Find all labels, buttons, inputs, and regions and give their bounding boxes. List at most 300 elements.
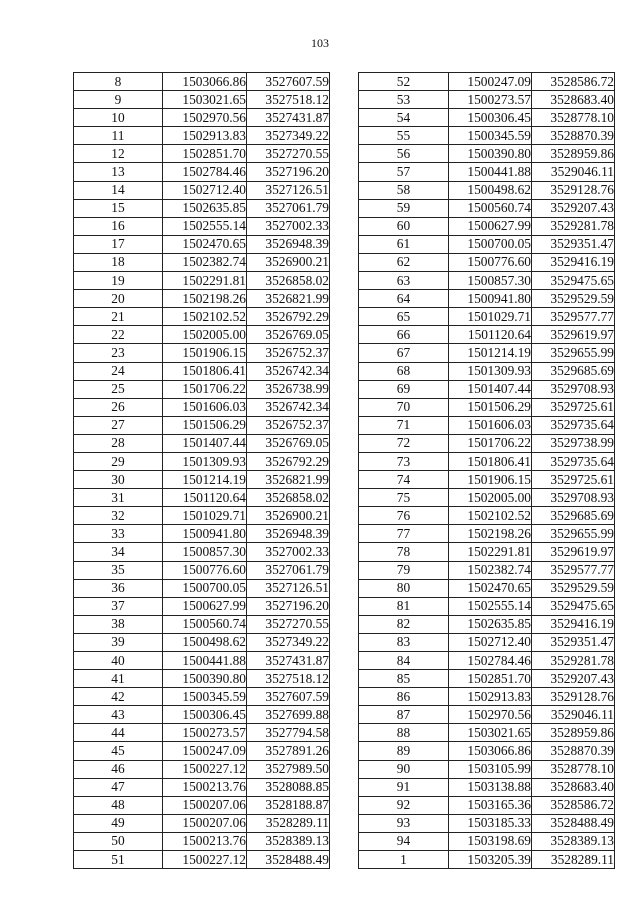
point-number-cell: 16: [74, 217, 163, 235]
x-coordinate-cell: 1502005.00: [163, 326, 247, 344]
point-number-cell: 81: [359, 597, 449, 615]
y-coordinate-cell: 3528289.11: [532, 851, 615, 869]
y-coordinate-cell: 3527126.51: [247, 579, 330, 597]
table-row: [359, 163, 615, 181]
table-row: [359, 272, 615, 290]
y-coordinate-cell: 3529207.43: [532, 670, 615, 688]
x-coordinate-cell: 1500857.30: [449, 272, 532, 290]
table-row: [359, 832, 615, 850]
coordinates-table-left: [73, 72, 330, 869]
x-coordinate-cell: 1501120.64: [449, 326, 532, 344]
point-number-cell: 40: [74, 652, 163, 670]
x-coordinate-cell: 1502198.26: [449, 525, 532, 543]
x-coordinate-cell: 1502555.14: [163, 217, 247, 235]
y-coordinate-cell: 3527126.51: [247, 181, 330, 199]
y-coordinate-cell: 3529351.47: [532, 235, 615, 253]
y-coordinate-cell: 3527349.22: [247, 633, 330, 651]
y-coordinate-cell: 3529529.59: [532, 579, 615, 597]
y-coordinate-cell: 3529281.78: [532, 652, 615, 670]
table-row: [359, 742, 615, 760]
table-row: [359, 633, 615, 651]
table-row: [74, 706, 330, 724]
x-coordinate-cell: 1502913.83: [449, 688, 532, 706]
coordinates-table-right: [358, 72, 615, 869]
x-coordinate-cell: 1500498.62: [449, 181, 532, 199]
y-coordinate-cell: 3529475.65: [532, 272, 615, 290]
point-number-cell: 36: [74, 579, 163, 597]
y-coordinate-cell: 3527002.33: [247, 543, 330, 561]
point-number-cell: 42: [74, 688, 163, 706]
y-coordinate-cell: 3526769.05: [247, 434, 330, 452]
x-coordinate-cell: 1502851.70: [449, 670, 532, 688]
x-coordinate-cell: 1501407.44: [163, 434, 247, 452]
table-row: [74, 633, 330, 651]
point-number-cell: 55: [359, 127, 449, 145]
point-number-cell: 30: [74, 471, 163, 489]
x-coordinate-cell: 1500213.76: [163, 778, 247, 796]
x-coordinate-cell: 1500247.09: [449, 73, 532, 91]
y-coordinate-cell: 3528389.13: [532, 832, 615, 850]
y-coordinate-cell: 3526948.39: [247, 235, 330, 253]
point-number-cell: 8: [74, 73, 163, 91]
point-number-cell: 37: [74, 597, 163, 615]
point-number-cell: 28: [74, 434, 163, 452]
table-row: [359, 760, 615, 778]
y-coordinate-cell: 3527794.58: [247, 724, 330, 742]
y-coordinate-cell: 3528289.11: [247, 814, 330, 832]
table-row: [74, 145, 330, 163]
point-number-cell: 57: [359, 163, 449, 181]
point-number-cell: 94: [359, 832, 449, 850]
y-coordinate-cell: 3527891.26: [247, 742, 330, 760]
table-row: [74, 308, 330, 326]
x-coordinate-cell: 1501214.19: [163, 471, 247, 489]
table-row: [74, 199, 330, 217]
point-number-cell: 74: [359, 471, 449, 489]
table-row: [359, 145, 615, 163]
point-number-cell: 75: [359, 489, 449, 507]
table-row: [359, 489, 615, 507]
x-coordinate-cell: 1502970.56: [449, 706, 532, 724]
y-coordinate-cell: 3529685.69: [532, 362, 615, 380]
x-coordinate-cell: 1500776.60: [449, 253, 532, 271]
point-number-cell: 70: [359, 398, 449, 416]
y-coordinate-cell: 3527607.59: [247, 688, 330, 706]
point-number-cell: 33: [74, 525, 163, 543]
x-coordinate-cell: 1503205.39: [449, 851, 532, 869]
x-coordinate-cell: 1502382.74: [163, 253, 247, 271]
point-number-cell: 10: [74, 109, 163, 127]
table-row: [359, 452, 615, 470]
x-coordinate-cell: 1501029.71: [449, 308, 532, 326]
point-number-cell: 60: [359, 217, 449, 235]
x-coordinate-cell: 1500941.80: [449, 290, 532, 308]
point-number-cell: 76: [359, 507, 449, 525]
point-number-cell: 93: [359, 814, 449, 832]
table-row: [359, 127, 615, 145]
x-coordinate-cell: 1501606.03: [449, 416, 532, 434]
x-coordinate-cell: 1502102.52: [163, 308, 247, 326]
y-coordinate-cell: 3529725.61: [532, 398, 615, 416]
point-number-cell: 27: [74, 416, 163, 434]
y-coordinate-cell: 3529207.43: [532, 199, 615, 217]
x-coordinate-cell: 1500560.74: [163, 615, 247, 633]
x-coordinate-cell: 1500498.62: [163, 633, 247, 651]
table-row: [74, 416, 330, 434]
table-row: [359, 724, 615, 742]
point-number-cell: 88: [359, 724, 449, 742]
table-row: [74, 434, 330, 452]
point-number-cell: 78: [359, 543, 449, 561]
table-row: [74, 326, 330, 344]
x-coordinate-cell: 1500345.59: [449, 127, 532, 145]
x-coordinate-cell: 1501506.29: [163, 416, 247, 434]
point-number-cell: 17: [74, 235, 163, 253]
table-row: [74, 489, 330, 507]
x-coordinate-cell: 1502712.40: [163, 181, 247, 199]
table-row: [359, 290, 615, 308]
point-number-cell: 35: [74, 561, 163, 579]
y-coordinate-cell: 3527431.87: [247, 652, 330, 670]
x-coordinate-cell: 1502198.26: [163, 290, 247, 308]
x-coordinate-cell: 1502291.81: [449, 543, 532, 561]
point-number-cell: 29: [74, 452, 163, 470]
table-row: [359, 73, 615, 91]
point-number-cell: 66: [359, 326, 449, 344]
x-coordinate-cell: 1500306.45: [163, 706, 247, 724]
y-coordinate-cell: 3529708.93: [532, 380, 615, 398]
table-row: [74, 452, 330, 470]
point-number-cell: 19: [74, 272, 163, 290]
table-row: [359, 380, 615, 398]
point-number-cell: 51: [74, 851, 163, 869]
point-number-cell: 82: [359, 615, 449, 633]
x-coordinate-cell: 1500390.80: [449, 145, 532, 163]
point-number-cell: 49: [74, 814, 163, 832]
x-coordinate-cell: 1500700.05: [163, 579, 247, 597]
y-coordinate-cell: 3529735.64: [532, 416, 615, 434]
point-number-cell: 9: [74, 91, 163, 109]
x-coordinate-cell: 1500227.12: [163, 760, 247, 778]
x-coordinate-cell: 1502470.65: [163, 235, 247, 253]
table-row: [359, 398, 615, 416]
table-row: [359, 525, 615, 543]
table-row: [74, 507, 330, 525]
y-coordinate-cell: 3528488.49: [247, 851, 330, 869]
point-number-cell: 73: [359, 452, 449, 470]
y-coordinate-cell: 3526792.29: [247, 452, 330, 470]
x-coordinate-cell: 1502382.74: [449, 561, 532, 579]
point-number-cell: 38: [74, 615, 163, 633]
table-row: [359, 507, 615, 525]
y-coordinate-cell: 3529738.99: [532, 434, 615, 452]
x-coordinate-cell: 1502712.40: [449, 633, 532, 651]
y-coordinate-cell: 3526900.21: [247, 507, 330, 525]
table-row: [74, 362, 330, 380]
x-coordinate-cell: 1502970.56: [163, 109, 247, 127]
x-coordinate-cell: 1503021.65: [449, 724, 532, 742]
point-number-cell: 56: [359, 145, 449, 163]
point-number-cell: 34: [74, 543, 163, 561]
point-number-cell: 54: [359, 109, 449, 127]
y-coordinate-cell: 3526752.37: [247, 344, 330, 362]
table-row: [74, 851, 330, 869]
point-number-cell: 48: [74, 796, 163, 814]
y-coordinate-cell: 3526900.21: [247, 253, 330, 271]
x-coordinate-cell: 1501407.44: [449, 380, 532, 398]
point-number-cell: 46: [74, 760, 163, 778]
point-number-cell: 15: [74, 199, 163, 217]
y-coordinate-cell: 3526948.39: [247, 525, 330, 543]
y-coordinate-cell: 3529577.77: [532, 561, 615, 579]
table-row: [74, 398, 330, 416]
x-coordinate-cell: 1500627.99: [163, 597, 247, 615]
x-coordinate-cell: 1501309.93: [163, 452, 247, 470]
x-coordinate-cell: 1503185.33: [449, 814, 532, 832]
table-row: [359, 326, 615, 344]
x-coordinate-cell: 1500247.09: [163, 742, 247, 760]
table-row: [359, 778, 615, 796]
x-coordinate-cell: 1503138.88: [449, 778, 532, 796]
y-coordinate-cell: 3526742.34: [247, 398, 330, 416]
table-row: [74, 688, 330, 706]
y-coordinate-cell: 3529529.59: [532, 290, 615, 308]
x-coordinate-cell: 1503066.86: [449, 742, 532, 760]
x-coordinate-cell: 1502291.81: [163, 272, 247, 290]
point-number-cell: 69: [359, 380, 449, 398]
y-coordinate-cell: 3529475.65: [532, 597, 615, 615]
table-row: [359, 615, 615, 633]
point-number-cell: 23: [74, 344, 163, 362]
table-row: [74, 73, 330, 91]
point-number-cell: 79: [359, 561, 449, 579]
y-coordinate-cell: 3529619.97: [532, 326, 615, 344]
x-coordinate-cell: 1502635.85: [163, 199, 247, 217]
x-coordinate-cell: 1500273.57: [163, 724, 247, 742]
point-number-cell: 24: [74, 362, 163, 380]
table-row: [359, 597, 615, 615]
y-coordinate-cell: 3529735.64: [532, 452, 615, 470]
y-coordinate-cell: 3526821.99: [247, 471, 330, 489]
point-number-cell: 1: [359, 851, 449, 869]
point-number-cell: 83: [359, 633, 449, 651]
x-coordinate-cell: 1502005.00: [449, 489, 532, 507]
x-coordinate-cell: 1501906.15: [163, 344, 247, 362]
x-coordinate-cell: 1503066.86: [163, 73, 247, 91]
table-row: [359, 217, 615, 235]
y-coordinate-cell: 3526858.02: [247, 272, 330, 290]
point-number-cell: 21: [74, 308, 163, 326]
y-coordinate-cell: 3528870.39: [532, 127, 615, 145]
table-row: [359, 652, 615, 670]
point-number-cell: 44: [74, 724, 163, 742]
table-row: [359, 814, 615, 832]
table-row: [359, 851, 615, 869]
y-coordinate-cell: 3528778.10: [532, 760, 615, 778]
table-row: [359, 253, 615, 271]
x-coordinate-cell: 1501029.71: [163, 507, 247, 525]
point-number-cell: 12: [74, 145, 163, 163]
table-row: [359, 706, 615, 724]
table-row: [359, 344, 615, 362]
y-coordinate-cell: 3528488.49: [532, 814, 615, 832]
x-coordinate-cell: 1503198.69: [449, 832, 532, 850]
point-number-cell: 62: [359, 253, 449, 271]
x-coordinate-cell: 1501806.41: [163, 362, 247, 380]
point-number-cell: 50: [74, 832, 163, 850]
y-coordinate-cell: 3527349.22: [247, 127, 330, 145]
page-number: 103: [311, 36, 329, 50]
point-number-cell: 86: [359, 688, 449, 706]
y-coordinate-cell: 3529619.97: [532, 543, 615, 561]
table-row: [74, 127, 330, 145]
table-row: [74, 760, 330, 778]
point-number-cell: 68: [359, 362, 449, 380]
table-row: [359, 561, 615, 579]
y-coordinate-cell: 3529046.11: [532, 163, 615, 181]
table-row: [74, 814, 330, 832]
table-row: [74, 561, 330, 579]
point-number-cell: 92: [359, 796, 449, 814]
table-row: [359, 543, 615, 561]
x-coordinate-cell: 1500390.80: [163, 670, 247, 688]
y-coordinate-cell: 3526769.05: [247, 326, 330, 344]
table-row: [74, 91, 330, 109]
y-coordinate-cell: 3527270.55: [247, 615, 330, 633]
table-row: [74, 778, 330, 796]
x-coordinate-cell: 1501606.03: [163, 398, 247, 416]
table-row: [74, 109, 330, 127]
point-number-cell: 43: [74, 706, 163, 724]
y-coordinate-cell: 3529655.99: [532, 525, 615, 543]
x-coordinate-cell: 1500207.06: [163, 814, 247, 832]
y-coordinate-cell: 3529577.77: [532, 308, 615, 326]
x-coordinate-cell: 1501706.22: [449, 434, 532, 452]
x-coordinate-cell: 1503165.36: [449, 796, 532, 814]
table-row: [74, 742, 330, 760]
y-coordinate-cell: 3528586.72: [532, 796, 615, 814]
x-coordinate-cell: 1502784.46: [449, 652, 532, 670]
point-number-cell: 14: [74, 181, 163, 199]
y-coordinate-cell: 3528778.10: [532, 109, 615, 127]
y-coordinate-cell: 3527607.59: [247, 73, 330, 91]
point-number-cell: 31: [74, 489, 163, 507]
x-coordinate-cell: 1502913.83: [163, 127, 247, 145]
table-row: [74, 615, 330, 633]
y-coordinate-cell: 3529708.93: [532, 489, 615, 507]
point-number-cell: 80: [359, 579, 449, 597]
x-coordinate-cell: 1501120.64: [163, 489, 247, 507]
y-coordinate-cell: 3527061.79: [247, 561, 330, 579]
table-row: [359, 670, 615, 688]
y-coordinate-cell: 3527196.20: [247, 597, 330, 615]
point-number-cell: 26: [74, 398, 163, 416]
point-number-cell: 65: [359, 308, 449, 326]
point-number-cell: 63: [359, 272, 449, 290]
point-number-cell: 61: [359, 235, 449, 253]
table-row: [74, 543, 330, 561]
point-number-cell: 84: [359, 652, 449, 670]
table-row: [74, 652, 330, 670]
table-row: [359, 308, 615, 326]
y-coordinate-cell: 3529725.61: [532, 471, 615, 489]
point-number-cell: 20: [74, 290, 163, 308]
point-number-cell: 11: [74, 127, 163, 145]
table-row: [359, 199, 615, 217]
x-coordinate-cell: 1500345.59: [163, 688, 247, 706]
table-row: [74, 724, 330, 742]
point-number-cell: 72: [359, 434, 449, 452]
y-coordinate-cell: 3526792.29: [247, 308, 330, 326]
y-coordinate-cell: 3527270.55: [247, 145, 330, 163]
x-coordinate-cell: 1500857.30: [163, 543, 247, 561]
y-coordinate-cell: 3527061.79: [247, 199, 330, 217]
y-coordinate-cell: 3528683.40: [532, 778, 615, 796]
y-coordinate-cell: 3527518.12: [247, 670, 330, 688]
x-coordinate-cell: 1500700.05: [449, 235, 532, 253]
y-coordinate-cell: 3528389.13: [247, 832, 330, 850]
table-row: [74, 235, 330, 253]
point-number-cell: 89: [359, 742, 449, 760]
table-row: [359, 579, 615, 597]
table-row: [74, 670, 330, 688]
point-number-cell: 41: [74, 670, 163, 688]
table-row: [74, 217, 330, 235]
table-row: [74, 253, 330, 271]
table-row: [74, 272, 330, 290]
point-number-cell: 13: [74, 163, 163, 181]
y-coordinate-cell: 3528683.40: [532, 91, 615, 109]
table-row: [74, 344, 330, 362]
table-row: [359, 91, 615, 109]
y-coordinate-cell: 3529655.99: [532, 344, 615, 362]
table-row: [359, 109, 615, 127]
y-coordinate-cell: 3526738.99: [247, 380, 330, 398]
table-row: [74, 579, 330, 597]
point-number-cell: 22: [74, 326, 163, 344]
x-coordinate-cell: 1501906.15: [449, 471, 532, 489]
table-row: [359, 235, 615, 253]
y-coordinate-cell: 3529416.19: [532, 615, 615, 633]
x-coordinate-cell: 1500306.45: [449, 109, 532, 127]
point-number-cell: 87: [359, 706, 449, 724]
y-coordinate-cell: 3529281.78: [532, 217, 615, 235]
y-coordinate-cell: 3527518.12: [247, 91, 330, 109]
x-coordinate-cell: 1501506.29: [449, 398, 532, 416]
x-coordinate-cell: 1501706.22: [163, 380, 247, 398]
x-coordinate-cell: 1501309.93: [449, 362, 532, 380]
y-coordinate-cell: 3529046.11: [532, 706, 615, 724]
y-coordinate-cell: 3527196.20: [247, 163, 330, 181]
y-coordinate-cell: 3529128.76: [532, 688, 615, 706]
y-coordinate-cell: 3528586.72: [532, 73, 615, 91]
table-row: [359, 416, 615, 434]
point-number-cell: 18: [74, 253, 163, 271]
y-coordinate-cell: 3529128.76: [532, 181, 615, 199]
y-coordinate-cell: 3528188.87: [247, 796, 330, 814]
x-coordinate-cell: 1502102.52: [449, 507, 532, 525]
point-number-cell: 58: [359, 181, 449, 199]
table-row: [359, 362, 615, 380]
y-coordinate-cell: 3527002.33: [247, 217, 330, 235]
y-coordinate-cell: 3527989.50: [247, 760, 330, 778]
point-number-cell: 77: [359, 525, 449, 543]
x-coordinate-cell: 1503021.65: [163, 91, 247, 109]
point-number-cell: 91: [359, 778, 449, 796]
y-coordinate-cell: 3526858.02: [247, 489, 330, 507]
table-row: [359, 471, 615, 489]
x-coordinate-cell: 1502470.65: [449, 579, 532, 597]
